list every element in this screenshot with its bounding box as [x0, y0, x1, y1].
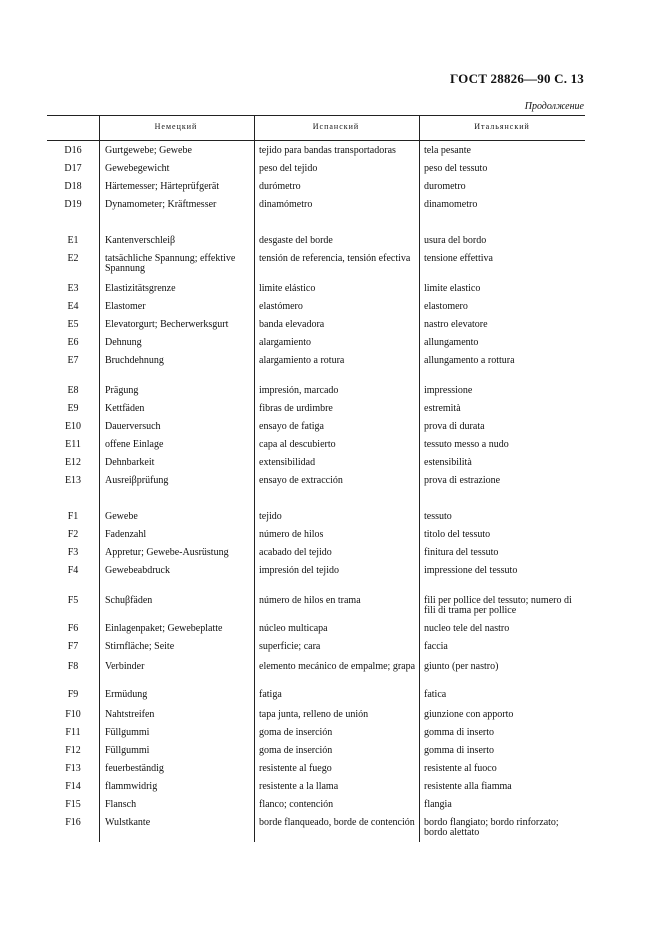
- term-code: F16: [65, 817, 81, 828]
- spanish-term: dinamómetro: [259, 199, 313, 210]
- term-code: D16: [64, 145, 82, 156]
- italian-term: nastro elevatore: [424, 319, 488, 330]
- italian-term: prova di estrazione: [424, 475, 501, 486]
- spanish-term: número de hilos en trama: [259, 595, 361, 606]
- german-term: Fadenzahl: [105, 529, 147, 540]
- italian-term: giunto (per nastro): [424, 661, 499, 672]
- german-term: Kantenverschleiβ: [105, 235, 176, 246]
- term-code: F12: [65, 745, 81, 756]
- italian-term: bordo flangiato; bordo rinforzato; bordo alettato: [424, 817, 559, 838]
- italian-term: titolo del tessuto: [424, 529, 491, 540]
- spanish-term: ensayo de extracción: [259, 475, 343, 486]
- italian-term: dinamometro: [424, 199, 478, 210]
- italian-term: peso del tessuto: [424, 163, 488, 174]
- term-code: F1: [67, 511, 79, 522]
- german-term: Gurtgewebe; Gewebe: [105, 145, 192, 156]
- spanish-term: núcleo multicapa: [259, 623, 328, 634]
- spanish-term: elemento mecánico de empalme; grapa: [259, 661, 416, 672]
- term-code: E11: [65, 439, 81, 450]
- german-term: Stirnfläche; Seite: [105, 641, 175, 652]
- column-divider: [254, 116, 255, 842]
- spanish-term: desgaste del borde: [259, 235, 333, 246]
- spanish-term: resistente al fuego: [259, 763, 332, 774]
- german-term: Elevatorgurt; Becherwerksgurt: [105, 319, 229, 330]
- term-code: F5: [67, 595, 79, 606]
- spanish-term: tapa junta, relleno de unión: [259, 709, 369, 720]
- term-code: F13: [65, 763, 81, 774]
- term-code: E10: [64, 421, 82, 432]
- column-divider: [99, 116, 100, 842]
- spanish-term: impresión, marcado: [259, 385, 339, 396]
- german-term: offene Einlage: [105, 439, 164, 450]
- term-code: E7: [67, 355, 79, 366]
- spanish-term: alargamiento a rotura: [259, 355, 345, 366]
- term-code: F14: [65, 781, 81, 792]
- term-code: E12: [64, 457, 82, 468]
- german-term: Dauerversuch: [105, 421, 161, 432]
- german-term: flammwidrig: [105, 781, 158, 792]
- term-code: F3: [67, 547, 79, 558]
- term-code: F2: [67, 529, 79, 540]
- spanish-term: tensión de referencia, tensión efectiva: [259, 253, 411, 264]
- german-term: Wulstkante: [105, 817, 151, 828]
- german-term: Dynamometer; Kräftmesser: [105, 199, 217, 210]
- term-code: E8: [67, 385, 79, 396]
- italian-term: gomma di inserto: [424, 727, 494, 738]
- italian-term: allungamento a rottura: [424, 355, 515, 366]
- spanish-term: capa al descubierto: [259, 439, 336, 450]
- german-term: Einlagenpaket; Gewebeplatte: [105, 623, 223, 634]
- german-term: Härtemesser; Härteprüfgerät: [105, 181, 220, 192]
- spanish-term: goma de inserción: [259, 727, 333, 738]
- term-code: E5: [67, 319, 79, 330]
- term-code: E3: [67, 283, 79, 294]
- column-divider: [419, 116, 420, 842]
- spanish-term: superficie; cara: [259, 641, 321, 652]
- spanish-term: impresión del tejido: [259, 565, 339, 576]
- column-header-german: Немецкий: [154, 122, 198, 131]
- german-term: tatsächliche Spannung; effektive Spannung: [105, 253, 236, 274]
- german-term: Gewebe: [105, 511, 138, 522]
- german-term: Nahtstreifen: [105, 709, 155, 720]
- terms-table: [47, 115, 585, 838]
- spanish-term: peso del tejido: [259, 163, 318, 174]
- column-header-row: [47, 116, 585, 141]
- italian-term: elastomero: [424, 301, 468, 312]
- term-code: E4: [67, 301, 79, 312]
- term-code: F4: [67, 565, 79, 576]
- italian-term: resistente al fuoco: [424, 763, 497, 774]
- spanish-term: fatiga: [259, 689, 282, 700]
- german-term: Flansch: [105, 799, 137, 810]
- italian-term: tensione effettiva: [424, 253, 493, 264]
- term-code: F11: [65, 727, 81, 738]
- italian-term: fatica: [424, 689, 447, 700]
- term-code: E9: [67, 403, 79, 414]
- spanish-term: elastómero: [259, 301, 303, 312]
- term-code: F6: [67, 623, 79, 634]
- term-code: E1: [67, 235, 79, 246]
- italian-term: flangia: [424, 799, 452, 810]
- italian-term: nucleo tele del nastro: [424, 623, 510, 634]
- italian-term: estremità: [424, 403, 461, 414]
- italian-term: impressione: [424, 385, 473, 396]
- term-code: E13: [64, 475, 82, 486]
- italian-term: impressione del tessuto: [424, 565, 518, 576]
- italian-term: finitura del tessuto: [424, 547, 499, 558]
- italian-term: fili per pollice del tessuto; numero di fili di trama per pollice: [424, 595, 572, 616]
- german-term: Ausreiβprüfung: [105, 475, 169, 486]
- spanish-term: resistente a la llama: [259, 781, 339, 792]
- italian-term: tela pesante: [424, 145, 471, 156]
- german-term: Elastomer: [105, 301, 146, 312]
- italian-term: estensibilità: [424, 457, 472, 468]
- italian-term: durometro: [424, 181, 466, 192]
- german-term: Dehnung: [105, 337, 142, 348]
- page-header: ГОСТ 28826—90 С. 13: [450, 71, 584, 86]
- term-code: D18: [64, 181, 82, 192]
- spanish-term: número de hilos: [259, 529, 324, 540]
- spanish-term: fibras de urdimbre: [259, 403, 333, 414]
- german-term: Füllgummi: [105, 727, 150, 738]
- spanish-term: borde flanqueado, borde de contención: [259, 817, 415, 828]
- term-code: F15: [65, 799, 81, 810]
- german-term: Appretur; Gewebe-Ausrüstung: [105, 547, 229, 558]
- german-term: Kettfäden: [105, 403, 145, 414]
- italian-term: giunzione con apporto: [424, 709, 514, 720]
- spanish-term: acabado del tejido: [259, 547, 332, 558]
- german-term: Elastizitätsgrenze: [105, 283, 176, 294]
- continuation-label: Продолжение: [524, 101, 584, 112]
- spanish-term: tejido: [259, 511, 282, 522]
- italian-term: tessuto: [424, 511, 452, 522]
- column-header-spanish: Испанский: [312, 122, 360, 131]
- spanish-term: flanco; contención: [259, 799, 334, 810]
- german-term: Ermüdung: [105, 689, 148, 700]
- spanish-term: ensayo de fatiga: [259, 421, 324, 432]
- italian-term: resistente alla fiamma: [424, 781, 512, 792]
- spanish-term: limite elástico: [259, 283, 316, 294]
- spanish-term: extensibilidad: [259, 457, 316, 468]
- german-term: Gewebeabdruck: [105, 565, 170, 576]
- german-term: Schuβfäden: [105, 595, 153, 606]
- spanish-term: durómetro: [259, 181, 301, 192]
- spanish-term: goma de inserción: [259, 745, 333, 756]
- italian-term: usura del bordo: [424, 235, 487, 246]
- term-code: F10: [65, 709, 81, 720]
- spanish-term: alargamiento: [259, 337, 312, 348]
- spanish-term: banda elevadora: [259, 319, 325, 330]
- german-term: Prägung: [105, 385, 139, 396]
- column-header-italian: Итальянский: [474, 122, 530, 131]
- italian-term: limite elastico: [424, 283, 481, 294]
- german-term: Verbinder: [105, 661, 145, 672]
- german-term: Bruchdehnung: [105, 355, 164, 366]
- term-code: F8: [67, 661, 79, 672]
- german-term: Dehnbarkeit: [105, 457, 155, 468]
- german-term: Füllgummi: [105, 745, 150, 756]
- italian-term: tessuto messo a nudo: [424, 439, 509, 450]
- german-term: feuerbeständig: [105, 763, 164, 774]
- term-code: F9: [67, 689, 79, 700]
- italian-term: allungamento: [424, 337, 479, 348]
- italian-term: prova di durata: [424, 421, 485, 432]
- german-term: Gewebegewicht: [105, 163, 170, 174]
- term-code: F7: [67, 641, 79, 652]
- italian-term: gomma di inserto: [424, 745, 494, 756]
- italian-term: faccia: [424, 641, 448, 652]
- spanish-term: tejido para bandas transportadoras: [259, 145, 396, 156]
- term-code: E2: [67, 253, 79, 264]
- term-code: D19: [64, 199, 82, 210]
- term-code: E6: [67, 337, 79, 348]
- term-code: D17: [64, 163, 82, 174]
